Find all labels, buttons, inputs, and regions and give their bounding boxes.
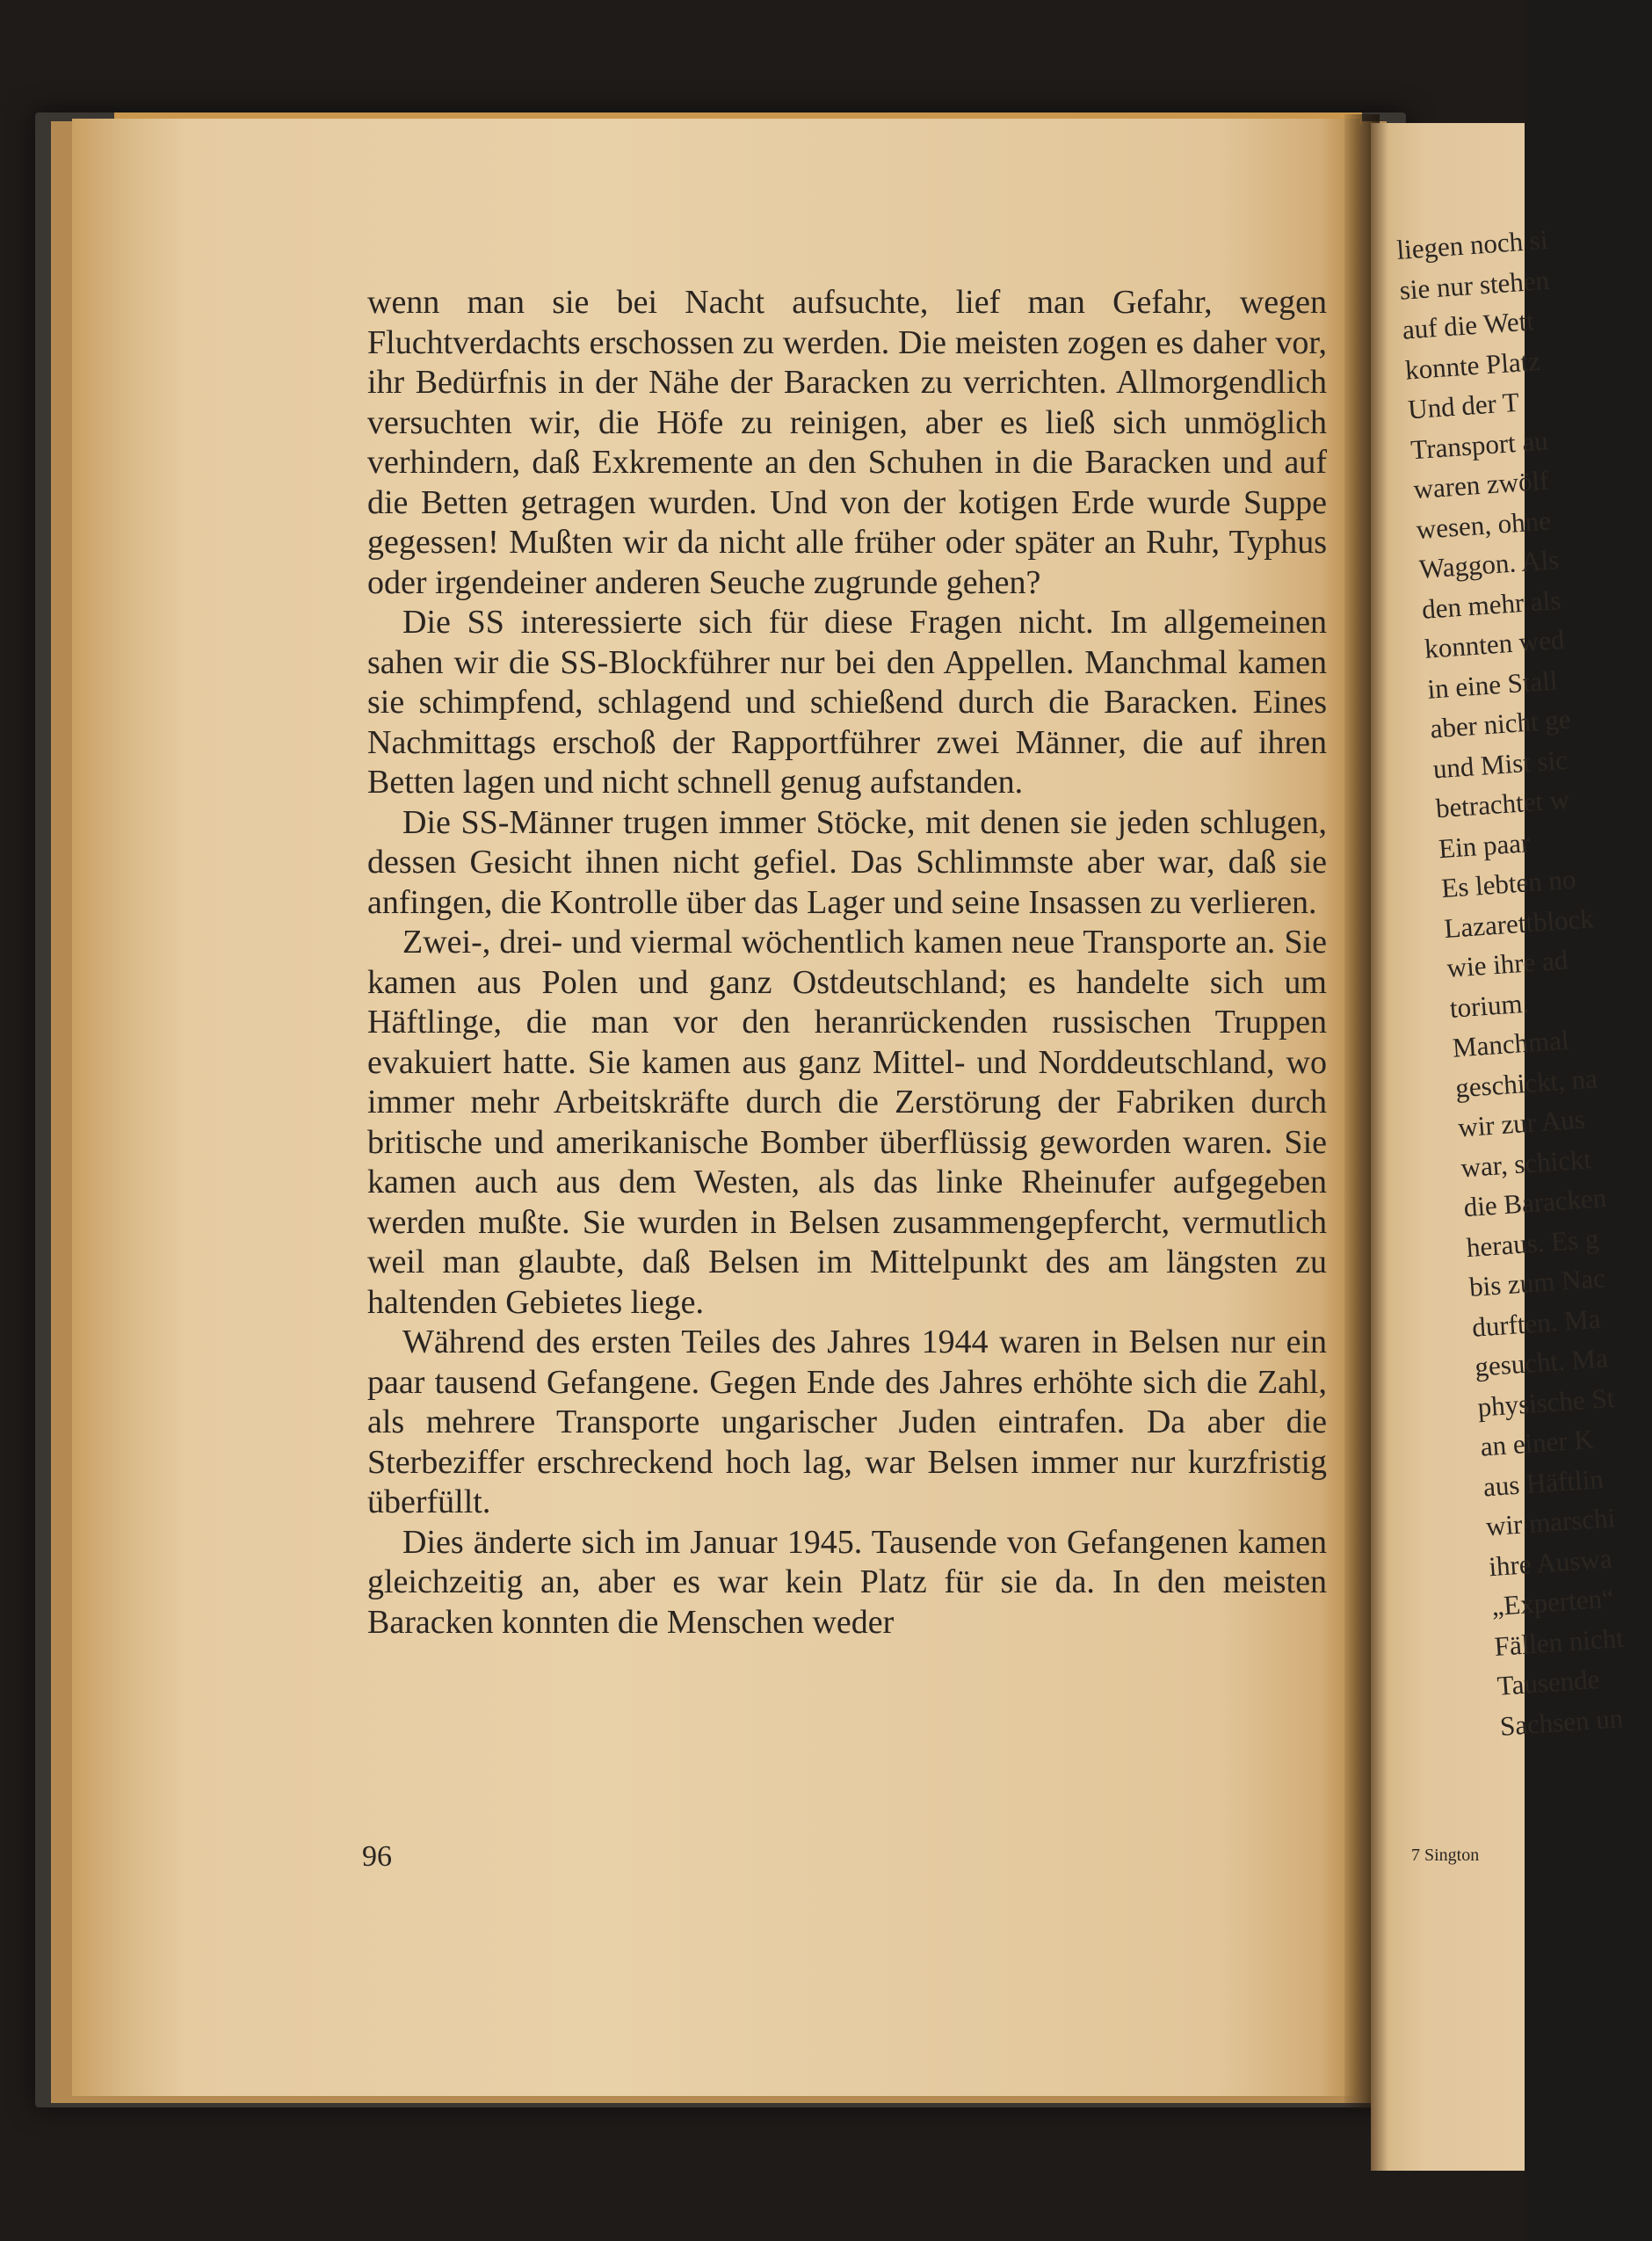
paragraph: Die SS-Männer trugen immer Stöcke, mit denen sie jeden schlugen, dessen Gesicht ihnen nicht gefiel. Das Schlimmste aber war, daß sie anfingen, die Kontrolle über das Lager und seine Insassen zu verlieren. xyxy=(367,803,1327,921)
paragraph: Die SS interessierte sich für diese Fragen nicht. Im allgemeinen sahen wir die SS-Blockführer nur bei den Appellen. Manchmal kamen sie schimpfend, schlagend und schießend durch die Baracken. Eines Nachmittags erschoß der Rapportführer zwei Männer, die auf ihren Betten lagen und nicht schnell genug aufstanden. xyxy=(367,604,1327,801)
right-page-line: Tausende xyxy=(1496,1663,1601,1701)
right-page-line: konnte Platz xyxy=(1403,344,1542,386)
right-page-line: den mehr als xyxy=(1420,584,1562,625)
right-page-line: gesucht. Ma xyxy=(1474,1342,1609,1382)
right-page-line: konnten wed xyxy=(1424,623,1566,664)
right-page-line: Ein paar xyxy=(1437,826,1532,864)
right-page-line: Sachsen un xyxy=(1498,1701,1625,1742)
right-page-line: Waggon. Als xyxy=(1417,543,1561,585)
right-page-line: liegen noch si xyxy=(1395,223,1549,265)
right-page-footnote: 7 Sington xyxy=(1411,1846,1480,1865)
right-page-line: physische St xyxy=(1476,1382,1616,1423)
right-page-line: auf die Wett xyxy=(1401,305,1535,345)
left-page-text xyxy=(367,283,1327,1643)
right-page-line: bis zum Nac xyxy=(1467,1262,1606,1303)
right-page-line: geschickt, na xyxy=(1454,1062,1598,1104)
right-page-line: betrachtet w xyxy=(1434,783,1571,824)
right-page-line: durften. Ma xyxy=(1471,1302,1602,1343)
right-page-line: war, schickt xyxy=(1460,1142,1592,1183)
right-page-line: heraus. Es g xyxy=(1465,1222,1600,1263)
paragraph: wenn man sie bei Nacht aufsuchte, lief man Gefahr, wegen Fluchtverdachts erschossen zu werden. Die meisten zogen es daher vor, ihr Bedürfnis in der Nähe der Baracken zu verrichten. Allmorgendlich versuchten wir, die Höfe zu reinigen, aber es ließ sich unmöglich verhindern, daß Exkremente an den Schuhen in die Baracken und auf die Betten getragen wurden. Und von der kotigen Erde wurde Suppe gegessen! Mußten wir da nicht alle früher oder später an Ruhr, Typhus oder irgendeiner anderen Seuche zugrunde gehen? xyxy=(367,284,1327,601)
right-page-line: wie ihre ad xyxy=(1446,944,1569,983)
right-page-line: aber nicht ge xyxy=(1429,703,1572,744)
right-page-line: „Experten“ xyxy=(1490,1582,1615,1622)
right-page-line: in eine Stall xyxy=(1426,664,1559,705)
paragraph: Zwei-, drei- und viermal wöchentlich kamen neue Transporte an. Sie kamen aus Polen und ganz Ostdeutschland; es handelte sich um Häftlinge, die man vor den heranrückenden russischen Truppen evakuiert hatte. Sie kamen aus ganz Mittel- und Norddeutschland, wo immer mehr Arbeitskräfte durch die Zerstörung der Fabriken durch britische und amerikanische Bomber überflüssig geworden waren. Sie kamen auch aus dem Westen, als das linke Rheinufer aufgegeben werden mußte. Sie wurden in Belsen zusammengepfercht, vermutlich weil man glaubte, daß Belsen im Mittelpunkt des am längsten zu haltenden Gebietes liege. xyxy=(367,924,1327,1321)
right-page-line: Fällen nicht xyxy=(1493,1621,1625,1662)
right-page-line: Und der T xyxy=(1407,386,1521,425)
right-page-line: wir zur Aus xyxy=(1457,1103,1586,1143)
paragraph: Während des ersten Teiles des Jahres 1944 waren in Belsen nur ein paar tausend Gefangene. Gegen Ende des Jahres erhöhte sich die Zahl, als mehrere Transporte ungarischer Juden eintrafen. Da aber die Sterbeziffer erschreckend hoch lag, war Belsen immer nur kurzfristig überfüllt. xyxy=(367,1324,1327,1520)
page-number: 96 xyxy=(362,1840,392,1873)
right-page-line: Es lebten no xyxy=(1440,863,1577,904)
right-page-line: aus Häftlin xyxy=(1482,1462,1605,1502)
right-page-line: ihre Auswa xyxy=(1488,1542,1613,1582)
right-page-line: wir marschi xyxy=(1484,1502,1617,1542)
right-page-line: Lazarettblock xyxy=(1443,902,1595,944)
right-page-line: sie nur stehen xyxy=(1398,264,1551,306)
right-page-line: Transport au xyxy=(1409,424,1549,465)
paragraph: Dies änderte sich im Januar 1945. Tausende von Gefangenen kamen gleichzeitig an, aber es war kein Platz für sie da. In den meisten Baracken konnten die Menschen weder xyxy=(367,1523,1327,1641)
right-page-line: die Baracken xyxy=(1462,1181,1608,1223)
right-page-line: an einer K xyxy=(1479,1423,1595,1462)
right-page-line: und Mist sic xyxy=(1431,743,1569,784)
right-page-line: torium. xyxy=(1448,987,1531,1024)
right-page-line: wesen, ohne xyxy=(1415,504,1552,545)
right-page-line: waren zwölf xyxy=(1412,464,1550,505)
right-page-line: Manchmal xyxy=(1451,1024,1570,1063)
